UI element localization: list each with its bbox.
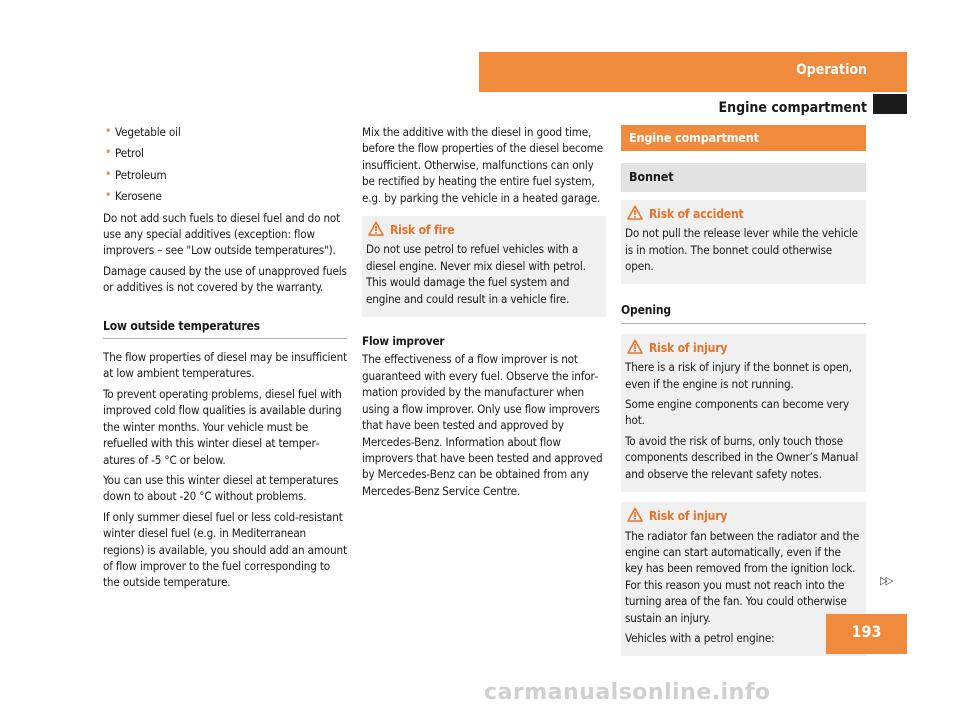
warning-title (649, 508, 860, 524)
section-bar: Engine compartment (621, 125, 866, 151)
heading-opening: Opening (621, 302, 866, 323)
warning-triangle-icon (627, 339, 643, 354)
paragraph: To prevent operating problems, diesel fuel with improved cold flow qualities is available during the winter months. Your vehicle must be refuelled with this winter diesel at temperatures of -5 °C or below. (103, 386, 342, 467)
page-title: Engine compartment (718, 100, 867, 116)
header-marker (873, 94, 907, 114)
paragraph: Do not add such fuels to diesel fuel and do not use any special additives (exception: flow improvers – see "Low outside temperatures"). (103, 210, 341, 258)
paragraph: The flow properties of diesel may be insufficient at low ambient temperatures. (103, 350, 347, 381)
warning-box-fire (362, 216, 606, 317)
list-item: • Petroleum (103, 167, 347, 183)
continued-arrows: ▷▷ (880, 574, 892, 587)
subsection-bar: Bonnet (621, 163, 866, 191)
watermark: carmanualsonline.info (484, 680, 771, 705)
warning-title (390, 222, 600, 238)
warning-title (649, 340, 860, 356)
warning-triangle-icon (627, 507, 643, 522)
heading-flow-improver: Flow improver (362, 334, 445, 349)
column-right (621, 125, 866, 656)
warning-box-accident (621, 200, 866, 285)
list-item: • Vegetable oil (103, 124, 347, 140)
warning-triangle-icon (627, 205, 643, 220)
warning-text: Do not pull the release lever while the vehicle is in motion. The bonnet could otherwise open. (625, 226, 858, 274)
warning-text: There is a risk of injury if the bonnet is open, even if the engine is not running. (625, 360, 852, 391)
warning-title-text: Risk of injury (649, 340, 728, 355)
warning-text: Do not use petrol to refuel vehicles with a diesel engine. Never mix diesel with petrol. This would damage the fuel system and engine and could result in a vehicle fire. (366, 242, 586, 306)
paragraph: Damage caused by the use of unapproved fuels or additives is not covered by the warranty. (103, 263, 347, 295)
column-left (103, 124, 347, 595)
warning-triangle-icon (368, 221, 384, 236)
section-title: Operation (796, 62, 867, 78)
warning-box-injury (621, 334, 866, 492)
paragraph: The effectiveness of a flow improver is not guaranteed with every fuel. Observe the information provided by the manufacturer when using a flow improver. Only use flow improvers that have been tested and approved by Mercedes-Benz. Information about flow improvers that have been tested and approved by Mercedes-Benz can be obtained from any Mercedes-Benz Service Centre. (362, 352, 603, 498)
warning-text: Vehicles with a petrol engine: (625, 630, 775, 645)
warning-text: Some engine components can become very hot. (625, 397, 849, 428)
page-number: 193 (851, 622, 882, 641)
paragraph: If only summer diesel fuel or less cold-resistant winter diesel fuel (e.g. in Mediterranean regions) is available, you should add an amount of flow improver to the fuel corresponding to the outside temperature. (103, 509, 347, 590)
warning-title-text: Risk of fire (390, 223, 455, 238)
list-item: • Petrol (103, 145, 347, 161)
warning-text: To avoid the risk of burns, only touch those components described in the Owner’s Manual and observe the relevant safety notes. (625, 433, 859, 481)
column-middle (362, 124, 606, 503)
warning-title-text: Risk of accident (649, 206, 744, 221)
warning-title-text: Risk of injury (649, 509, 728, 524)
paragraph: You can use this winter diesel at temperatures down to about -20 °C without problems. (103, 472, 339, 504)
heading-low-temperatures: Low outside temperatures (103, 318, 347, 339)
warning-title (649, 206, 860, 222)
list-item: • Kerosene (103, 188, 347, 204)
warning-text: The radiator fan between the radiator and the engine can start automatically, even if the key has been removed from the ignition lock. For this reason you must not reach into the turning area of the fan. You could otherwise sustain an injury. (625, 528, 860, 625)
paragraph: Mix the additive with the diesel in good time, before the flow properties of the diesel become insufficient. Otherwise, malfunctions can only be rectified by heating the entire fuel system, e.g. by parking the vehicle in a heated garage. (362, 125, 604, 205)
